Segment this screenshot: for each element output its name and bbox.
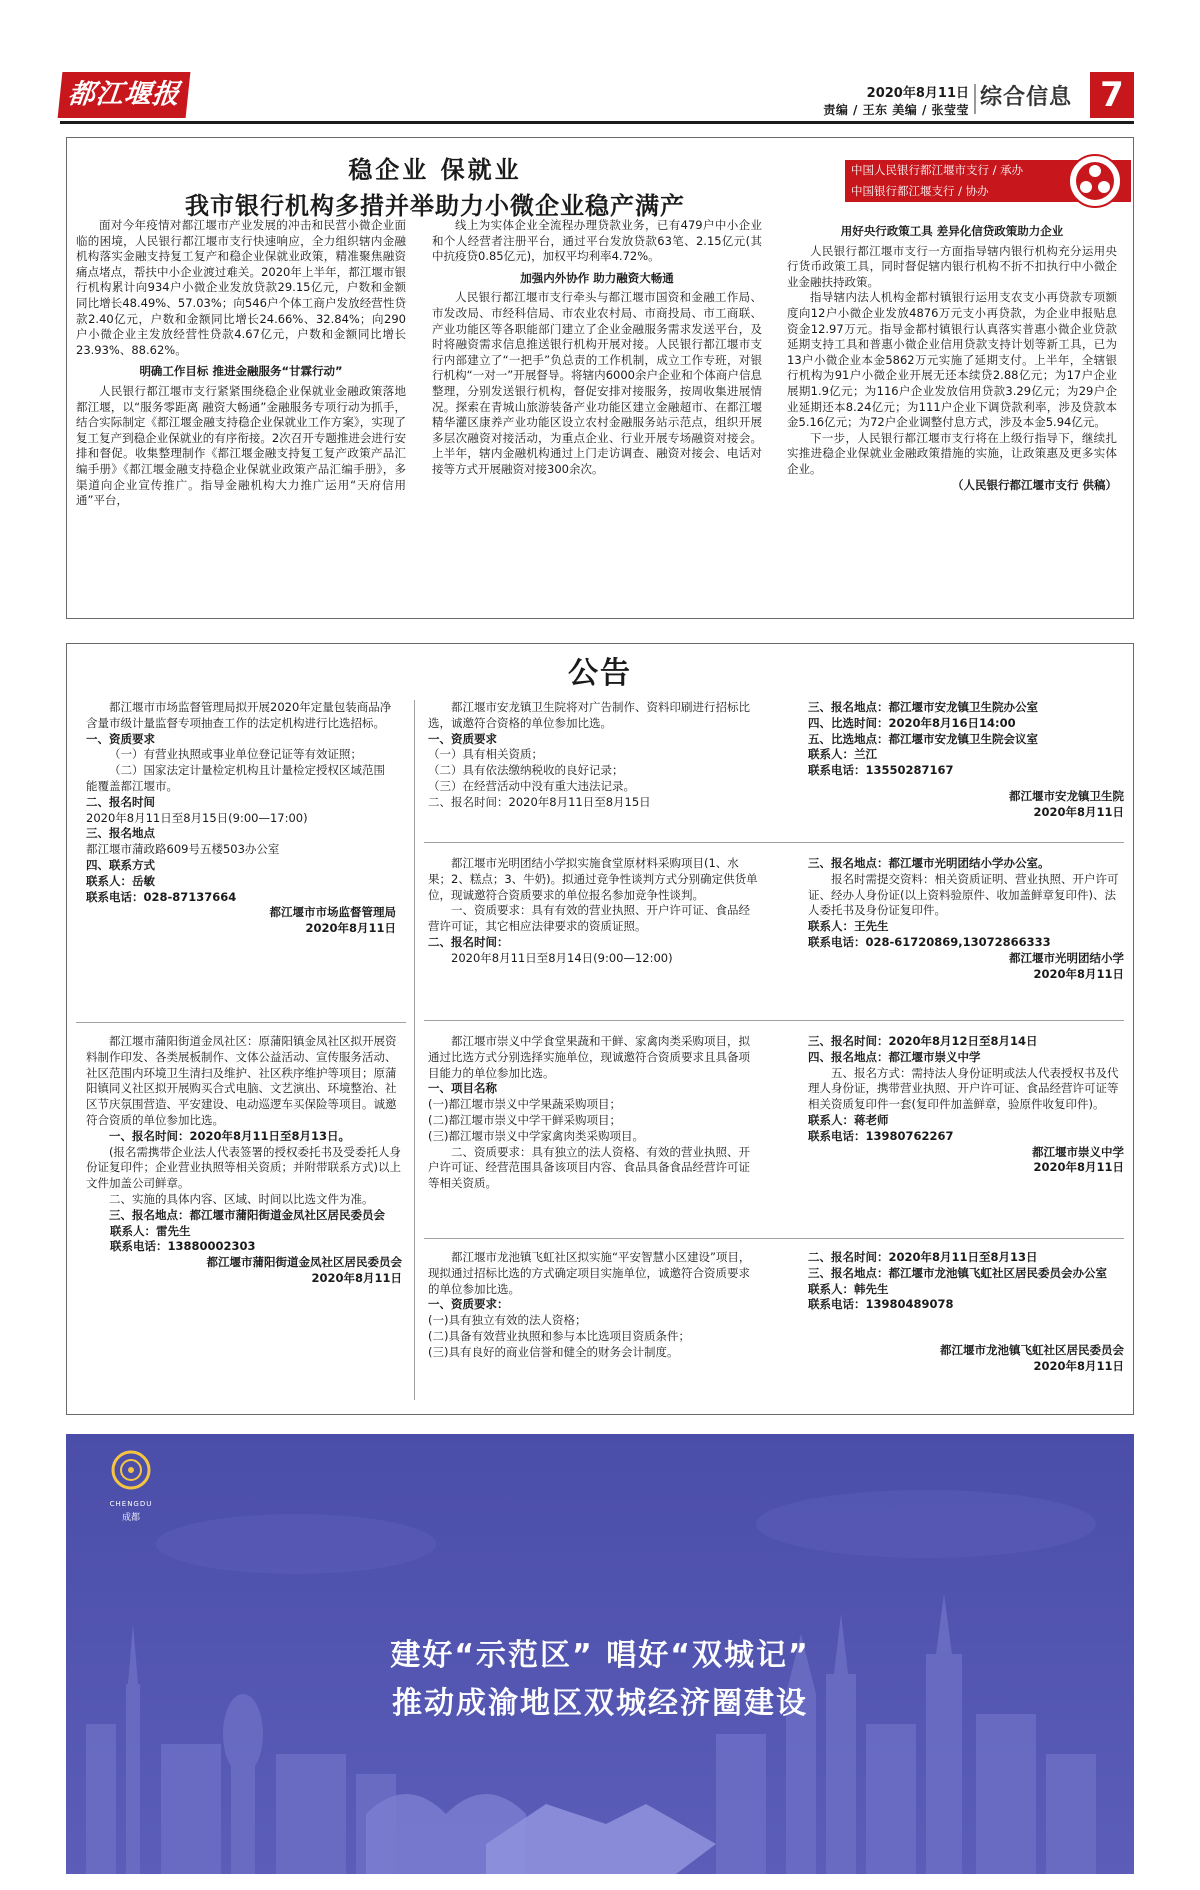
article-title-line1: 稳企业 保就业 (348, 156, 522, 184)
notice-item: （二）具有依法缴纳税收的良好记录； (428, 763, 624, 778)
article-byline: （人民银行都江堰市支行 供稿） (951, 477, 1117, 492)
banner-slogan-line2: 推动成渝地区双城经济圈建设 (392, 1686, 808, 1721)
notice-feihong-community (428, 1250, 758, 1361)
notice-jinfeng-community (86, 1034, 402, 1287)
notice-contact: 联系人：岳敏 (86, 873, 155, 888)
notice-heading: 四、联系方式 (86, 857, 155, 872)
notice-intro: 都江堰市安龙镇卫生院将对广告制作、资料印刷进行招标比选，诚邀符合资格的单位参加比选。 (428, 700, 750, 730)
notice-item: (二)具备有效营业执照和参与本比选项目资质条件； (428, 1328, 690, 1343)
notice-bid-place: 五、比选地点：都江堰市安龙镇卫生院会议室 (808, 731, 1038, 746)
notice-date: 2020年8月11日 (1033, 1160, 1124, 1175)
notice-date: 2020年8月11日 (1033, 804, 1124, 819)
notice-intro: 都江堰市光明团结小学拟实施食堂原材料采购项目(1、水果；2、糕点；3、牛奶)。拟通过竞争性谈判方式分别确定供货单位，现诚邀符合资质要求的单位报名参加竞争性谈判。 (428, 856, 758, 902)
notice-contact: 联系人：雷先生 (110, 1223, 191, 1238)
notice-item: (一)具有独立有效的法人资格； (428, 1313, 587, 1328)
notice-requirements: 二、资质要求：具有独立的法人资格、有效的营业执照、开户许可证、经营范围具备该项目内容、食品具备食品经营许可证等相关资质。 (428, 1144, 750, 1191)
notice-signature: 都江堰市蒲阳街道金凤社区居民委员会 (206, 1255, 402, 1270)
issue-date: 2020年8月11日 (866, 86, 969, 101)
notice-item: （二）国家法定计量检定机构且计量检定授权区域范围能覆盖都江堰市。 (86, 763, 385, 793)
notice-signature: 都江堰市安龙镇卫生院 (1009, 788, 1124, 803)
notice-item: (三)具有良好的商业信誉和健全的财务会计制度。 (428, 1344, 679, 1359)
row-divider (76, 1022, 406, 1023)
sponsor-line2: 中国银行都江堰支行 / 协办 (851, 184, 989, 198)
notice-item: （一）具有相关资质； (428, 747, 543, 762)
section-name: 综合信息 (980, 85, 1073, 110)
notice-method: 五、报名方式：需持法人身份证明或法人代表授权书及代理人身份证，携带营业执照、开户许可证、食品经营许可证等相关资质复印件一套(复印件加盖鲜章，验原件收复印件)。 (808, 1065, 1119, 1112)
notice-date: 2020年8月11日 (1033, 966, 1124, 981)
article-paragraph: 下一步，人民银行都江堰市支行将在上级行指导下，继续扎实推进稳企业保就业金融政策措施的实施，让政策惠及更多实体企业。 (787, 430, 1117, 476)
notice-phone: 联系电话：028-61720869,13072866333 (808, 934, 1051, 949)
column-divider (414, 700, 415, 1400)
notice-date: 2020年8月11日 (311, 1270, 402, 1285)
notice-contact: 联系人：蒋老师 (808, 1112, 889, 1127)
notice-date: 2020年8月11日 (1033, 1358, 1124, 1373)
bank-logo-icon (1068, 154, 1122, 208)
notice-anlong-health-center-cont (808, 700, 1124, 821)
notice-documents: (报名需携带企业法人代表签署的授权委托书及受委托人身份证复印件；企业营业执照等相关资质；并附带联系方式)以上文件加盖公司鲜章。 (86, 1144, 401, 1191)
article-paragraph: 指导辖内法人机构金都村镇银行运用支农支小再贷款专项额度向12户小微企业发放4876万元支小再贷款，为企业申报贴息资金12.97万元。指导金都村镇银行认真落实普惠小微企业贷款延期支持工具和普惠小微企业信用贷款支持计划等新工具，已为13户小微企业本金5862万元实施了延期支付。上半年，全辖银行机构为91户小微企业开展无还本续贷2.88亿元；为17户企业展期1.9亿元；为116户企业发放信用贷款3.29亿元；为29户企业延期还本8.24亿元；为111户企业下调贷款利率，涉及贷款本金5.16亿元；为72户企业调整付息方式，涉及本金5.94亿元。 (787, 290, 1117, 430)
article-column-2 (432, 218, 762, 478)
logo-english-text: CHENGDU (109, 1500, 153, 1508)
notice-signature: 都江堰市龙池镇飞虹社区居民委员会 (940, 1343, 1124, 1358)
article-paragraph: 线上为实体企业全流程办理贷款业务，已有479户中小企业和个人经营者注册平台，通过平台发放贷款63笔、2.15亿元(其中抗疫贷0.85亿元)，加权平均利率4.72%。 (432, 218, 762, 264)
notice-time: 2020年8月11日至8月15日(9:00—17:00) (86, 810, 308, 825)
banner-slogan-line1: 建好“示范区” 唱好“双城记” (390, 1638, 810, 1673)
notice-date: 2020年8月11日 (305, 921, 396, 936)
notice-phone: 联系电话：028-87137664 (86, 889, 237, 904)
notice-heading: 一、资质要求 (428, 731, 497, 746)
article-column-1 (76, 218, 406, 509)
header-divider (974, 84, 976, 114)
notice-intro: 都江堰市市场监督管理局拟开展2020年定量包装商品净含量市级计量监督专项抽查工作的法定机构进行比选招标。 (86, 700, 392, 730)
article-title-line2: 我市银行机构多措并举助力小微企业稳产满产 (185, 192, 685, 220)
article-subheading: 用好央行政策工具 差异化信贷政策助力企业 (840, 224, 1064, 238)
notice-phone: 联系电话：13980762267 (808, 1128, 954, 1143)
article-subheading: 明确工作目标 推进金融服务“甘霖行动” (139, 364, 343, 379)
article-paragraph: 人民银行都江堰市支行一方面指导辖内银行机构充分运用央行货币政策工具，同时督促辖内银行机构不折不扣执行中小微企业金融扶持政策。 (787, 243, 1117, 289)
logo-chinese-text: 成都 (121, 1513, 140, 1523)
article-paragraph: 面对今年疫情对都江堰市产业发展的冲击和民营小微企业面临的困境，人民银行都江堰市支行快速响应，全力组织辖内金融机构落实金融支持复工复产和稳企业保就业政策，精准聚焦融资痛点堵点，帮扶中小企业渡过难关。2020年上半年，都江堰市银行机构累计向934户小微企业发放贷款29.15亿元，户数和金额同比增长48.49%、57.03%；向546户个体工商户发放经营性贷款2.40亿元，户数和金额同比增长24.66%、32.84%；向290户小微企业主发放经营性贷款4.67亿元，户数和金额同比增长23.93%、88.62%。 (76, 218, 406, 357)
notice-contact: 联系人：韩先生 (808, 1281, 889, 1296)
notice-heading: 一、资质要求： (428, 1297, 509, 1312)
notice-time: 二、报名时间：2020年8月11日至8月13日 (808, 1250, 1038, 1264)
notice-time: 二、报名时间：2020年8月11日至8月15日 (428, 794, 651, 809)
notice-place: 三、报名地点：都江堰市光明团结小学办公室。 (808, 856, 1050, 870)
notice-phone: 联系电话：13980489078 (808, 1297, 954, 1312)
notice-item: (二)都江堰市崇义中学干鲜采购项目； (428, 1112, 621, 1127)
notice-feihong-community-cont (808, 1250, 1124, 1375)
notice-item: (三)都江堰市崇义中学家禽肉类采购项目。 (428, 1128, 644, 1143)
notice-guangming-school-cont (808, 856, 1124, 982)
notice-contact: 联系人：王先生 (808, 919, 889, 934)
row-divider (424, 1020, 1124, 1021)
notice-heading: 二、报名时间： (428, 934, 509, 949)
notice-contact: 联系人：兰江 (808, 747, 877, 762)
notice-documents: 报名时需提交资料：相关资质证明、营业执照、开户许可证、经办人身份证(以上资料验原件、收加盖鲜章复印件)、法人委托书及身份证复印件。 (808, 871, 1119, 918)
page-number: 7 (1090, 72, 1134, 118)
row-divider (424, 1238, 1124, 1239)
article-column-3 (787, 218, 1117, 493)
notice-detail: 二、实施的具体内容、区域、时间以比选文件为准。 (109, 1191, 374, 1206)
notice-time: 三、报名时间：2020年8月12日至8月14日 (808, 1034, 1038, 1048)
notice-phone: 联系电话：13550287167 (808, 763, 954, 778)
editors-credit: 责编 / 王东 美编 / 张莹莹 (823, 103, 969, 117)
notice-bid-time: 四、比选时间：2020年8月16日14:00 (808, 715, 1016, 730)
notice-place: 都江堰市蒲政路609号五楼503办公室 (86, 842, 280, 857)
notice-chongyi-school (428, 1034, 758, 1192)
notice-anlong-health-center (428, 700, 758, 811)
notice-place: 四、报名地点：都江堰市崇义中学 (808, 1049, 981, 1064)
notice-market-supervision (86, 700, 396, 937)
notice-phone: 联系电话：13880002303 (110, 1239, 256, 1254)
article-paragraph: 人民银行都江堰市支行紧紧围绕稳企业保就业金融政策落地都江堰，以“服务零距离 融资大畅通”金融服务专项行动为抓手，结合实际制定《都江堰金融支持稳企业保就业工作方案》，实现了复工复产到稳企业保就业的有序衔接。2次召开专题推进会进行安排和督促。收集整理制作《都江堰金融支持复工复产政策产品汇编手册》《都江堰金融支持稳企业保就业政策产品汇编手册》，多渠道向企业宣传推广。指导金融机构大力推广运用“天府信用通”平台， (76, 383, 406, 508)
notice-place: 三、报名地点：都江堰市龙池镇飞虹社区居民委员会办公室 (808, 1265, 1107, 1280)
header-rule (60, 121, 1134, 124)
notice-time: 一、报名时间：2020年8月11日至8月13日。 (109, 1128, 351, 1143)
notice-heading: 二、报名时间 (86, 794, 155, 809)
notice-chongyi-school-cont (808, 1034, 1124, 1176)
notice-intro: 都江堰市崇义中学食堂果蔬和干鲜、家禽肉类采购项目，拟通过比选方式分别选择实施单位，现诚邀符合资质要求且具备项目能力的单位参加比选。 (428, 1034, 750, 1080)
notice-time: 2020年8月11日至8月14日(9:00—12:00) (451, 950, 673, 965)
notice-intro: 都江堰市蒲阳街道金凤社区：原蒲阳镇金凤社区拟开展资料制作印发、各类展板制作、文体公益活动、宣传服务活动、社区范围内环境卫生清扫及维护、社区秩序维护等项目；原蒲阳镇同义社区拟开展购买合式电脑、文艺演出、环境整治、社区节庆氛围营造、平安建设、电动巡逻车买保险等项目。诚邀符合资质的单位参加比选。 (86, 1034, 397, 1127)
notice-item: (一)都江堰市崇义中学果蔬采购项目； (428, 1097, 621, 1112)
notice-place: 三、报名地点：都江堰市蒲阳街道金凤社区居民委员会 (109, 1207, 385, 1222)
notice-signature: 都江堰市崇义中学 (1032, 1144, 1124, 1159)
notice-signature: 都江堰市光明团结小学 (1009, 950, 1124, 965)
notice-place: 三、报名地点：都江堰市安龙镇卫生院办公室 (808, 700, 1038, 714)
notice-requirements: 一、资质要求：具有有效的营业执照、开户许可证、食品经营许可证，其它相应法律要求的资质证照。 (428, 903, 750, 934)
notice-item: （一）有营业执照或事业单位登记证等有效证照； (109, 747, 362, 762)
newspaper-masthead: 都江堰报 (58, 72, 191, 118)
notices-title: 公告 (568, 656, 632, 691)
article-paragraph: 人民银行都江堰市支行牵头与都江堰市国资和金融工作局、市发改局、市经科信局、市农业农村局、市商投局、市工商联、产业功能区等各职能部门建立了企业金融服务需求发送平台，及时将融资需求信息推送银行机构开展对接。人民银行都江堰市支行内部建立了“一把手”负总责的工作机制，成立工作专班，对银行机构“一对一”开展督导。将辖内6000余户企业和个体商户信息整理，分别发送银行机构，督促安排对接服务，按周收集进展情况。探索在青城山旅游装备产业功能区建立金融超市、在都江堰精华灌区康养产业功能区设立农村金融服务站示范点，组织开展多层次融资对接活动，为重点企业、行业开展专场融资对接会。上半年，辖内金融机构通过上门走访调查、融资对接会、电话对接等方式开展融资对接300余次。 (432, 290, 762, 476)
row-divider (424, 842, 1124, 843)
notice-heading: 三、报名地点 (86, 826, 155, 841)
notice-item: （三）在经营活动中没有重大违法记录。 (428, 778, 635, 793)
notice-heading: 一、资质要求 (86, 731, 155, 746)
notice-signature: 都江堰市市场监督管理局 (269, 905, 396, 920)
article-subheading: 加强内外协作 助力融资大畅通 (520, 270, 674, 285)
notice-heading: 一、项目名称 (428, 1081, 497, 1096)
sponsor-line1: 中国人民银行都江堰市支行 / 承办 (851, 163, 1024, 177)
notice-intro: 都江堰市龙池镇飞虹社区拟实施“平安智慧小区建设”项目，现拟通过招标比选的方式确定项目实施单位，诚邀符合资质要求的单位参加比选。 (428, 1250, 751, 1296)
notice-guangming-school (428, 856, 758, 967)
